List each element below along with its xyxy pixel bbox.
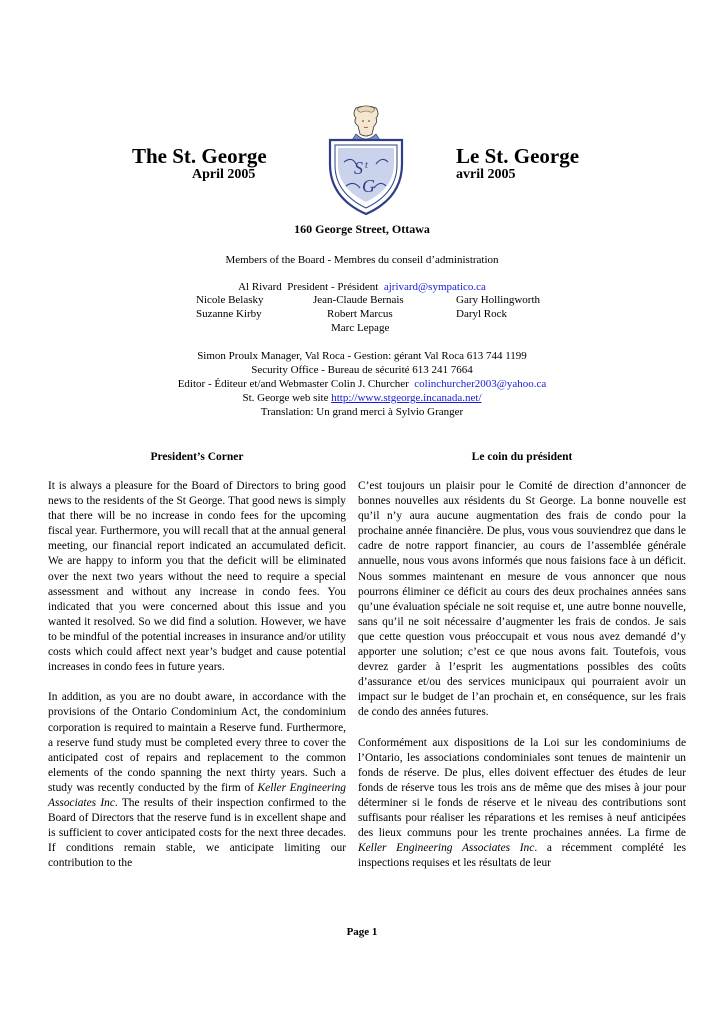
board-member: Suzanne Kirby (196, 308, 262, 320)
building-address: 160 George Street, Ottawa (294, 222, 430, 236)
english-column (48, 479, 346, 887)
french-column (358, 479, 686, 887)
french-paragraph (358, 736, 686, 872)
editor-label: Editor - Éditeur et/and Webmaster Colin J. Churcher (177, 378, 409, 390)
website-line (0, 391, 724, 405)
english-paragraph (48, 690, 346, 871)
website-link[interactable]: http://www.stgeorge.incanada.net/ (331, 392, 482, 404)
svg-text:G: G (362, 176, 375, 196)
president-email-link[interactable]: ajrivard@sympatico.ca (383, 281, 486, 293)
french-text: Conformément aux dispositions de la Loi sur les condominiums de l’Ontario, les associations condominiales sont tenues de maintenir un fonds de réserve. De plus, elles doivent effectuer des études de leur fonds de réserve tous les trois ans de même que des mises à jour pour déterminer si le fonds de réserve et le niveau des contributions sont suffisants pour réaliser les réparations et les remises à neuf anticipées des lieux communs pour les trente prochaines années. La firme de (358, 736, 686, 840)
english-firm-name: Keller Engineering Associates Inc (48, 781, 346, 809)
board-heading: Members of the Board - Membres du conseil d’administration (225, 254, 499, 266)
manager-line: Simon Proulx Manager, Val Roca - Gestion: gérant Val Roca 613 744 1199 (197, 350, 527, 362)
board-member: Nicole Belasky (196, 294, 264, 306)
crest-logo (326, 104, 406, 216)
french-paragraph: C’est toujours un plaisir pour le Comité de direction d’annoncer de bonnes nouvelles aux résidents du St George. La bonne nouvelle est qu’il n’y aura aucune augmentation des frais de condo pour la prochaine année financière. De plus, vous vous souviendrez que dans le cadre de notre rapport financier, au cours de l’assemblée générale annuelle, nous vous avons informés que nous faisions face à un déficit. Nous sommes maintenant en mesure de vous annoncer que nous pourrons éliminer ce déficit au cours des deux prochaines années sans qu’une évaluation spéciale ne soit requise et, une autre bonne nouvelle, sans qu’il ne soit nécessaire d’augmenter les frais de condos. Je sais que cette question vous préoccupait et vous nous avez demandé d’y apporter une solution; c’est ce que nous avons fait. Toutefois, vous devrez garder à l’esprit les augmentations possibles des coûts d’assurance et/ou des services municipaux qui pourraient avoir un impact sur le budget de l’an prochain et, en conséquence, sur les frais de condo des années futures. (358, 480, 686, 719)
english-column-heading: President’s Corner (150, 451, 244, 463)
date-english: April 2005 (192, 167, 256, 182)
page-number: Page 1 (346, 926, 378, 938)
board-member: Jean-Claude Bernais (313, 294, 404, 306)
website-label: St. George web site (242, 392, 329, 404)
security-line: Security Office - Bureau de sécurité 613 241 7664 (251, 364, 473, 376)
board-member: Marc Lepage (331, 322, 390, 334)
date-french: avril 2005 (456, 167, 516, 182)
svg-text:t: t (365, 160, 368, 171)
president-title: President - Président (287, 281, 379, 293)
title-english: The St. George (132, 144, 267, 168)
english-paragraph: It is always a pleasure for the Board of Directors to bring good news to the residents of the St George. That good news is simply that there will be no increase in condo fees for the upcoming fiscal year. Furthermore, you will recall that at the annual general meeting, our financial report indicated an accumulated deficit. We are happy to inform you that the deficit will be eliminated over the next two years without the need to require a special assessment and without any increase in condo fees. You indicated that you were concerned about this issue and you wanted it resolved. So we did find a solution. However, we have to be mindful of the potential increases in insurance and/or utility costs which could affect next year’s budget and cause potential increases in condo fees in future years. (48, 480, 346, 674)
french-firm-name: Keller Engineering Associates Inc (358, 842, 535, 855)
board-member: Robert Marcus (327, 308, 393, 320)
french-column-heading: Le coin du président (471, 451, 573, 463)
svg-text:S: S (354, 158, 363, 178)
title-french: Le St. George (456, 144, 580, 168)
french-text: . a récemment complété les inspections requises et les résultats de leur (358, 842, 687, 870)
english-text: . The results of their inspection confirmed to the Board of Directors that the reserve fund is in excellent shape and is sufficient to cover anticipated costs for the next three decades. If conditions remain stable, we anticipate limiting our contribution to the (48, 796, 347, 870)
board-member: Daryl Rock (456, 308, 508, 320)
board-president-line (0, 280, 724, 294)
translation-line: Translation: Un grand merci à Sylvio Granger (260, 406, 464, 418)
president-name: Al Rivard (238, 281, 282, 293)
editor-line (0, 377, 724, 391)
board-member: Gary Hollingworth (456, 294, 541, 306)
english-text: In addition, as you are no doubt aware, in accordance with the provisions of the Ontario Condominium Act, the condominium corporation is required to maintain a Reserve fund. Furthermore, a reserve fund study must be completed every three to cover the anticipated cost of repairs and replacement to the common elements of the condo spanning the next thirty years. Such a study was recently conducted by the firm of (48, 691, 346, 794)
editor-email-link[interactable]: colinchurcher2003@yahoo.ca (414, 378, 547, 390)
